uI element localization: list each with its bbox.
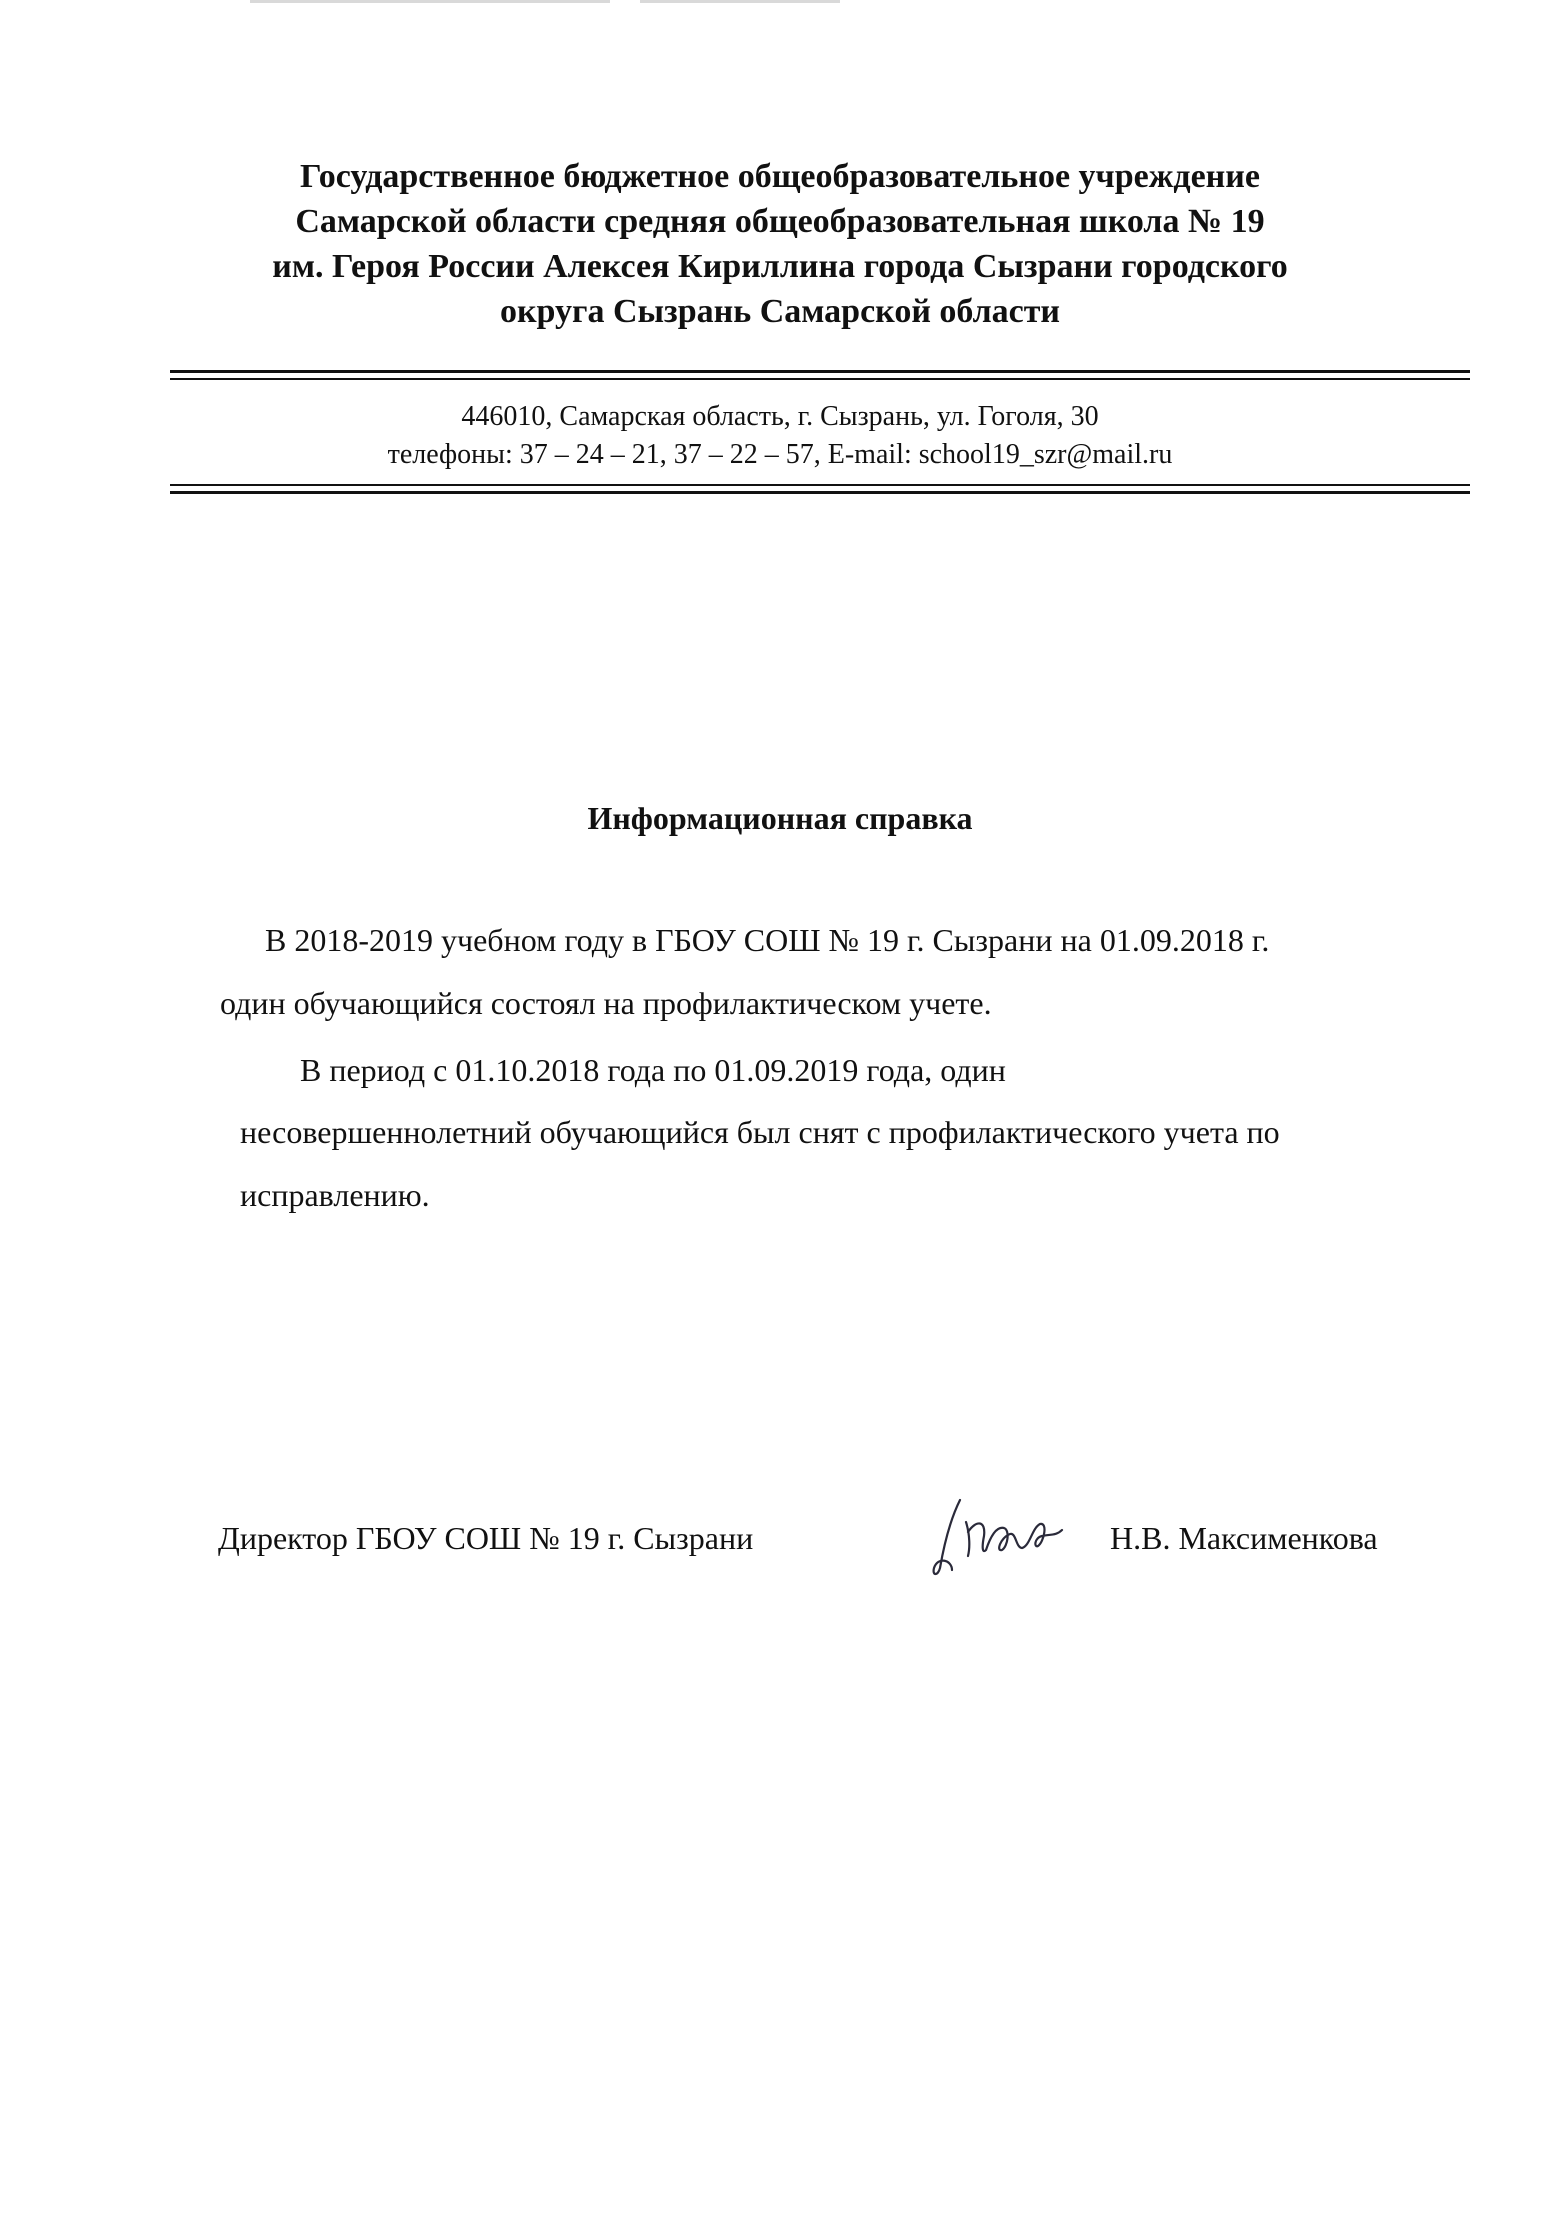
header-line: Самарской области средняя общеобразовательная школа № 19 [295,203,1265,240]
address-text: 446010, Самарская область, г. Сызрань, ул. Гоголя, 30 [461,401,1099,432]
header-separator-bottom [170,484,1470,499]
paragraph-2-line-2: несовершеннолетний обучающийся был снят с профилактического учета по [240,1114,1280,1150]
signatory-name: Н.В. Максименкова [1110,1520,1378,1556]
header-line: Государственное бюджетное общеобразовательное учреждение [300,158,1260,195]
signatory-position: Директор ГБОУ СОШ № 19 г. Сызрани [218,1520,754,1556]
header-line: им. Героя России Алексея Кириллина города Сызрани городского [272,248,1288,285]
scan-edge-mark [640,0,840,3]
phones-email-text: телефоны: 37 – 24 – 21, 37 – 22 – 57, E-mail: school19_szr@mail.ru [387,439,1173,470]
separator-line [170,370,1470,373]
separator-line [170,491,1470,494]
handwritten-signature [930,1490,1080,1580]
paragraph-1-line-2: один обучающийся состоял на профилактическом учете. [220,985,992,1021]
header-line: округа Сызрань Самарской области [499,293,1061,330]
separator-line [170,378,1470,380]
paragraph-2-line-3: исправлению. [240,1177,430,1213]
document-title: Информационная справка [587,800,973,836]
header-separator-top [170,370,1470,385]
paragraph-1-line-1: В 2018-2019 учебном году в ГБОУ СОШ № 19 г. Сызрани на 01.09.2018 г. [265,922,1270,958]
organization-header [160,154,1400,334]
separator-line [170,484,1470,486]
contacts-block [160,398,1400,474]
scan-edge-mark [250,0,610,3]
paragraph-2-line-1: В период с 01.10.2018 года по 01.09.2019 года, один [300,1052,1006,1088]
